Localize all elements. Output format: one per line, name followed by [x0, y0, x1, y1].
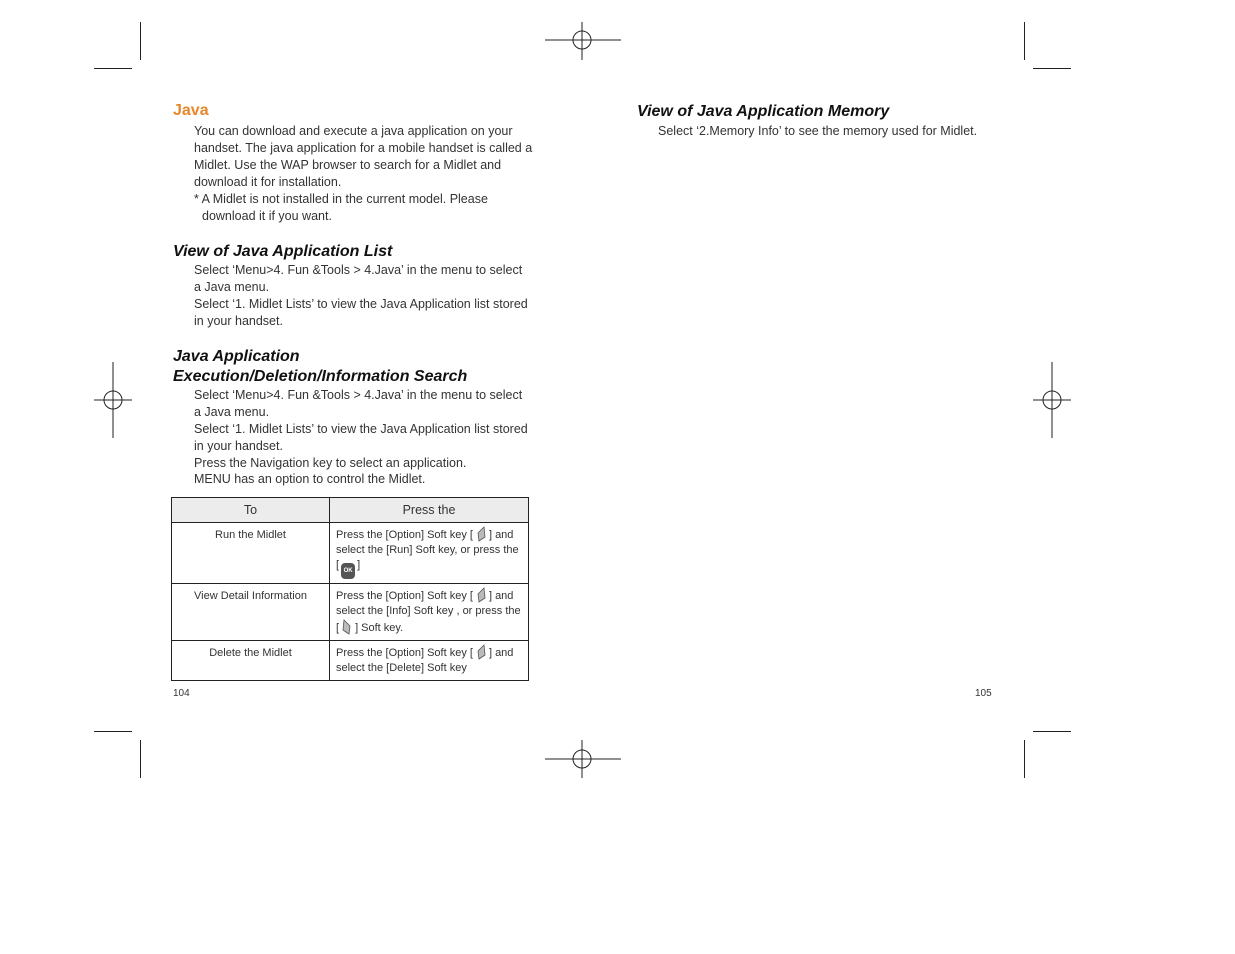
- java-heading: Java: [173, 102, 209, 119]
- soft-key-left-icon: [475, 587, 487, 603]
- table-row: Run the Midlet Press the [Option] Soft key [ ] and select the [Run] Soft key, or press the [ OK ]: [172, 523, 529, 584]
- soft-key-left-icon: [475, 644, 487, 660]
- list-heading: View of Java Application List: [173, 243, 393, 260]
- ok-key-icon: OK: [341, 563, 355, 579]
- table-header-row: [172, 498, 529, 523]
- header-to: To: [172, 498, 330, 523]
- exec-heading: Java Application Execution/Deletion/Information Search: [173, 348, 468, 385]
- table-row: Delete the Midlet Press the [Option] Soft key [ ] and select the [Delete] Soft key: [172, 641, 529, 681]
- table-row: View Detail Information Press the [Option] Soft key [ ] and select the [Info] Soft key , or press the [ ] Soft key.: [172, 584, 529, 641]
- memory-heading: View of Java Application Memory: [637, 103, 890, 120]
- list-body: Select ‘Menu>4. Fun &Tools > 4.Java’ in the menu to select a Java menu. Select ‘1. Midlet Lists’ to view the Java Application list stored in your handset.: [194, 263, 528, 328]
- midlet-control-table: [171, 497, 529, 681]
- page-number-left: 104: [173, 688, 190, 699]
- page-number-right: 105: [975, 688, 992, 699]
- java-note: * A Midlet is not installed in the current model. Please: [194, 192, 488, 206]
- registration-mark-left-icon: [94, 362, 132, 438]
- soft-key-left-icon: [475, 526, 487, 542]
- header-press: Press the: [330, 498, 529, 523]
- exec-body: Select ‘Menu>4. Fun &Tools > 4.Java’ in the menu to select a Java menu. Select ‘1. Midlet Lists’ to view the Java Application list stored in your handset. Press the Navigation key to select an application. MENU has an option to control the Midlet.: [194, 388, 528, 486]
- soft-key-right-icon: [341, 619, 353, 635]
- registration-mark-top-icon: [545, 22, 621, 60]
- registration-mark-right-icon: [1033, 362, 1071, 438]
- registration-mark-bottom-icon: [545, 740, 621, 778]
- memory-body: Select ‘2.Memory Info’ to see the memory used for Midlet.: [658, 124, 978, 138]
- java-intro: You can download and execute a java application on your handset. The java application for a mobile handset is called a Midlet. Use the WAP browser to search for a Midlet and download it for installation. * A Midlet is not installed in the current model. Please download it if you want.: [194, 124, 533, 223]
